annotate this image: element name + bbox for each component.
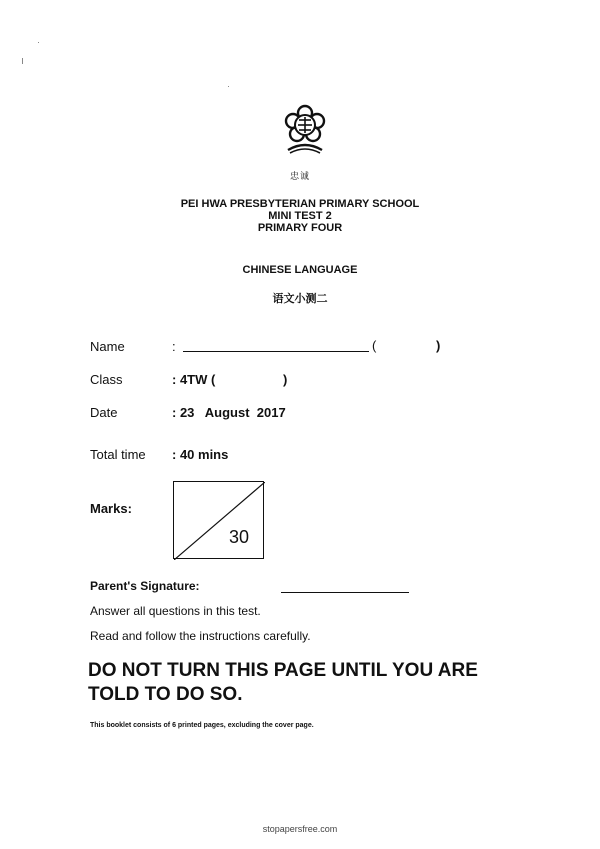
name-colon: : xyxy=(172,339,176,354)
class-label: Class xyxy=(90,372,123,387)
name-label: Name xyxy=(90,339,125,354)
marks-label: Marks: xyxy=(90,501,132,516)
instruction-answer-all: Answer all questions in this test. xyxy=(90,604,261,618)
scan-speck xyxy=(228,86,229,87)
instruction-read-follow: Read and follow the instructions carefully. xyxy=(90,629,311,643)
date-label: Date xyxy=(90,405,118,420)
name-paren-open: ( xyxy=(372,338,377,353)
footer-url: stopapersfree.com xyxy=(262,824,338,834)
scan-speck xyxy=(22,58,23,64)
school-name: PEI HWA PRESBYTERIAN PRIMARY SCHOOL xyxy=(180,198,420,210)
test-name: MINI TEST 2 xyxy=(268,210,332,222)
marks-box xyxy=(173,481,264,559)
total-time-value: : 40 mins xyxy=(172,447,229,462)
school-header xyxy=(0,198,600,234)
name-line[interactable] xyxy=(183,351,369,352)
date-value: : 23 August 2017 xyxy=(172,405,286,420)
parent-signature-line[interactable] xyxy=(281,592,409,593)
class-paren-close: ) xyxy=(283,372,288,387)
marks-total: 30 xyxy=(228,527,249,547)
marks-diagonal xyxy=(174,482,265,560)
subject-title-chinese: 语文小测二 xyxy=(272,292,328,305)
name-paren-close: ) xyxy=(436,338,441,353)
subject-title: CHINESE LANGUAGE xyxy=(242,264,358,276)
school-motto: 忠诚 xyxy=(289,172,310,182)
class-value: : 4TW ( xyxy=(172,372,216,387)
level: PRIMARY FOUR xyxy=(257,222,343,234)
total-time-label: Total time xyxy=(90,447,146,462)
school-crest-logo xyxy=(280,104,330,156)
warning-line-1: DO NOT TURN THIS PAGE UNTIL YOU ARE xyxy=(88,660,478,681)
scan-speck xyxy=(38,42,39,43)
booklet-note: This booklet consists of 6 printed pages, excluding the cover page. xyxy=(90,722,314,729)
parent-signature-label: Parent's Signature: xyxy=(90,579,200,593)
warning-line-2: TOLD TO DO SO. xyxy=(88,684,243,705)
